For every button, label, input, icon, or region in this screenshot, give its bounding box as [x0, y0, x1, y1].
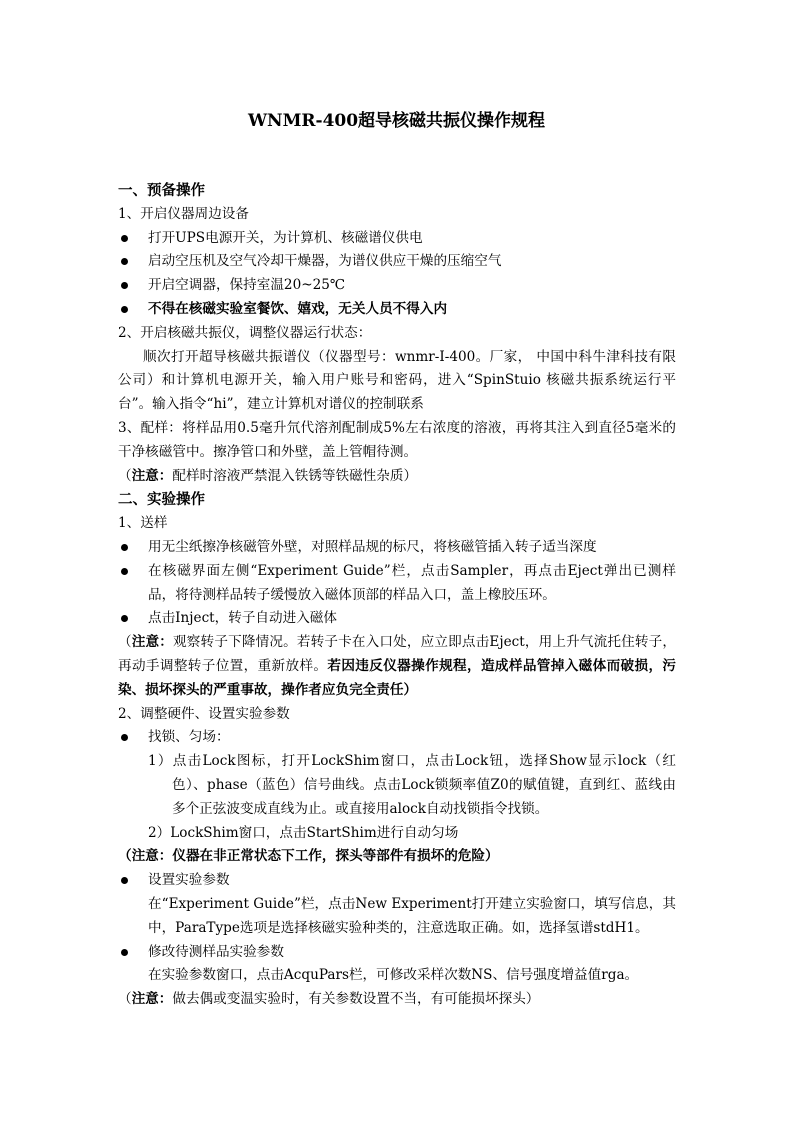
bullet-item: 启动空压机及空气冷却干燥器，为谱仪供应干燥的压缩空气 — [118, 250, 676, 274]
section-heading: 二、实验操作 — [118, 491, 205, 509]
bullet-item: 开启空调器，保持室温20~25℃ — [118, 274, 676, 298]
sub-item: 2）LockShim窗口，点击StartShim进行自动匀场 — [148, 824, 459, 841]
step-heading: 2、开启核磁共振仪，调整仪器运行状态： — [118, 324, 372, 341]
bullet-item: 修改待测样品实验参数 — [118, 941, 676, 965]
bullet-item: 打开UPS电源开关，为计算机、核磁谱仪供电 — [118, 227, 676, 251]
note-open: （ — [118, 991, 132, 1008]
note-bold-text: 若因违反仪器操作规程，造成样品管掉入磁体而破损，污染、损坏探头的严重事故，操作者应负完全责任） — [118, 657, 677, 698]
note-open: （ — [118, 634, 132, 651]
paragraph: 顺次打开超导核磁共振谱仪（仪器型号：wnmr-I-400。厂家， 中国中科牛津科技有限公司）和计算机电源开关，输入用户账号和密码，进入“SpinStuio 核磁共振系统运行平台”。输入指令“hi”，建立计算机对谱仪的控制联系 — [118, 348, 676, 413]
document-body — [118, 179, 676, 1012]
note: （注意：仪器在非正常状态下工作，探头等部件有损坏的危险） — [118, 848, 499, 865]
sub-item: 1）点击Lock图标，打开LockShim窗口，点击Lock钮，选择Show显示lock（红色）、phase（蓝色）信号曲线。点击Lock锁频率值Z0的赋值键，直到红、蓝线由多个正弦波变成直线为止。或直接用alock自动找锁指令找锁。 — [148, 753, 676, 817]
section-heading: 一、预备操作 — [118, 182, 205, 199]
note-text: 配样时溶液严禁混入铁锈等铁磁性杂质） — [172, 467, 418, 484]
note-label: 注意： — [131, 467, 173, 484]
document-title: WNMR-400超导核磁共振仪操作规程 — [247, 111, 546, 131]
bullet-item: 在核磁界面左侧“Experiment Guide”栏，点击Sampler，再点击Eject弹出已测样品，将待测样品转子缓慢放入磁体顶部的样品入口，盖上橡胶压环。 — [118, 560, 676, 608]
step-heading: 1、开启仪器周边设备 — [118, 205, 249, 222]
note-label: 注意： — [131, 991, 173, 1008]
bullet-item: 点击Inject，转子自动进入磁体 — [118, 607, 676, 631]
bullet-item: 设置实验参数 — [118, 869, 676, 893]
bullet-item: 找锁、匀场： — [118, 726, 676, 750]
step-paragraph: 3、配样：将样品用0.5毫升氘代溶剂配制成5%左右浓度的溶液，再将其注入到直径5毫米的干净核磁管中。擦净管口和外壁，盖上管帽待测。 — [118, 419, 676, 460]
note — [118, 631, 676, 702]
bullet-text: 在“Experiment Guide”栏，点击New Experiment打开建立实验窗口，填写信息，其中，ParaType选项是选择核磁实验种类的，注意选取正确。如，选择氢谱stdH1。 — [148, 895, 676, 936]
note — [118, 988, 676, 1012]
note-text: 做去偶或变温实验时，有关参数设置不当，有可能损坏探头） — [172, 991, 540, 1008]
note-label: 注意： — [131, 634, 174, 651]
note-open: （ — [118, 467, 132, 484]
step-heading: 2、调整硬件、设置实验参数 — [118, 705, 290, 722]
note-text: 观察转子下降情况。若转子卡在入口处，应立即点击Eject，用上升气流托住转子，再动手调整转子位置，重新放样。 — [118, 634, 677, 674]
note — [118, 465, 676, 489]
bullet-item: 用无尘纸擦净核磁管外壁，对照样品规的标尺，将核磁管插入转子适当深度 — [118, 536, 676, 560]
bullet-item: 不得在核磁实验室餐饮、嬉戏，无关人员不得入内 — [118, 298, 676, 322]
bullet-text: 在实验参数窗口，点击AcquPars栏，可修改采样次数NS、信号强度增益值rga。 — [148, 967, 639, 984]
step-heading: 1、送样 — [118, 515, 168, 532]
